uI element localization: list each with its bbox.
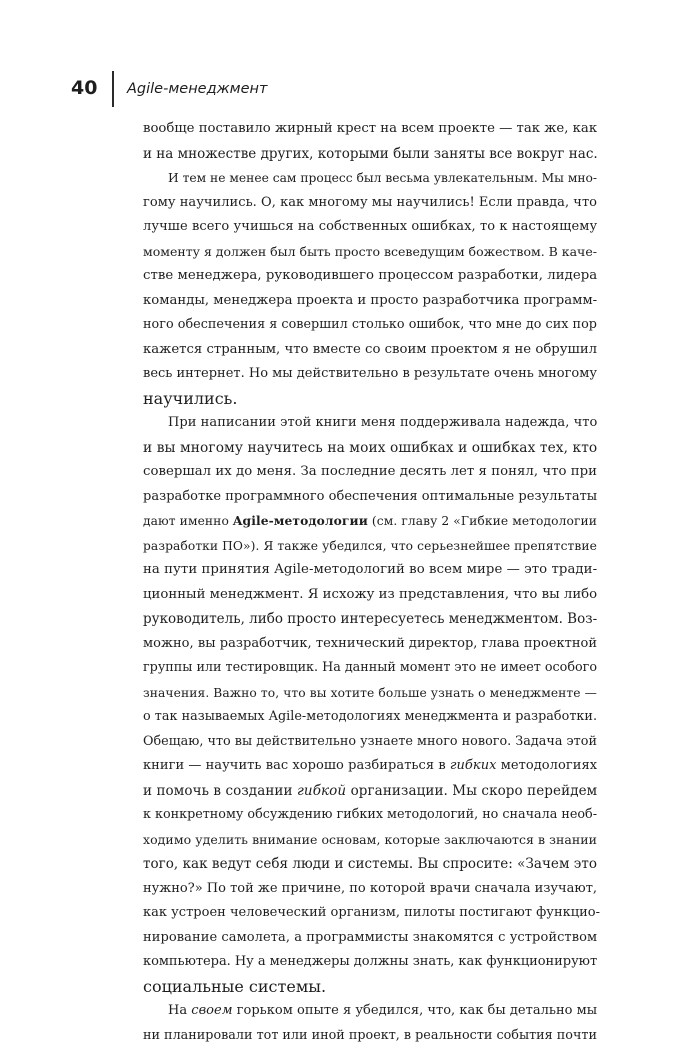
italic-term: гибкой — [297, 783, 346, 799]
text-run: методологиях — [497, 758, 598, 773]
text-line: стве менеджера, руководившего процессом разработки, лидера — [143, 264, 600, 289]
text-line: того, как ведут себя люди и системы. Вы спросите: «Зачем это — [143, 852, 600, 877]
text-line: При написании этой книги меня поддерживала надежда, что — [143, 411, 600, 436]
running-title: Agile-менеджмент — [127, 80, 267, 98]
text-line — [143, 754, 600, 779]
text-line: и вы многому научитесь на моих ошибках и ошибках тех, кто — [143, 436, 600, 461]
text-line: команды, менеджера проекта и просто разработчика программ- — [143, 289, 600, 314]
text-line: весь интернет. Но мы действительно в результате очень многому — [143, 362, 600, 387]
text-line — [143, 779, 600, 804]
text-run: На — [168, 1003, 191, 1018]
italic-term: гибких — [450, 758, 497, 773]
text-run: дают именно — [143, 514, 233, 528]
text-line: кажется странным, что вместе со своим проектом я не обрушил — [143, 338, 600, 363]
text-line: ни планировали тот или иной проект, в реальности события почти — [143, 1024, 600, 1048]
body-text — [143, 117, 600, 1048]
text-line: группы или тестировщик. На данный момент это не имеет особого — [143, 656, 600, 681]
text-line: нужно?» По той же причине, по которой врачи сначала изучают, — [143, 877, 600, 902]
text-line: разработки ПО»). Я также убедился, что серьезнейшее препятствие — [143, 534, 600, 559]
page-number: 40 — [71, 77, 97, 99]
text-run: (см. главу 2 «Гибкие методологии — [368, 514, 597, 528]
text-line: и на множестве других, которыми были заняты все вокруг нас. — [143, 142, 600, 167]
text-line: ционный менеджмент. Я исхожу из представления, что вы либо — [143, 583, 600, 608]
text-line: как устроен человеческий организм, пилоты постигают функцио- — [143, 901, 600, 926]
text-line — [143, 509, 600, 534]
text-line: ного обеспечения я совершил столько ошибок, что мне до сих пор — [143, 313, 600, 338]
text-line: И тем не менее сам процесс был весьма увлекательным. Мы мно- — [143, 166, 600, 191]
text-line: совершал их до меня. За последние десять лет я понял, что при — [143, 460, 600, 485]
italic-term: своем — [191, 1003, 232, 1018]
header-divider — [112, 71, 114, 107]
text-line: о так называемых Agile-методологиях менеджмента и разработки. — [143, 705, 600, 730]
text-line: руководитель, либо просто интересуетесь менеджментом. Воз- — [143, 607, 600, 632]
text-line: на пути принятия Agile-методологий во всем мире — это тради- — [143, 558, 600, 583]
text-line: моменту я должен был быть просто всеведущим божеством. В каче- — [143, 240, 600, 265]
bold-term: Agile-методологии — [233, 513, 368, 528]
text-line: можно, вы разработчик, технический директор, глава проектной — [143, 632, 600, 657]
text-line: к конкретному обсуждению гибких методологий, но сначала необ- — [143, 803, 600, 828]
text-line: значения. Важно то, что вы хотите больше узнать о менеджменте — — [143, 681, 600, 706]
text-run: и помочь в создании — [143, 783, 297, 799]
text-line: вообще поставило жирный крест на всем проекте — так же, как — [143, 117, 600, 142]
text-line: гому научились. О, как многому мы научились! Если правда, что — [143, 191, 600, 216]
text-run: горьком опыте я убедился, что, как бы детально мы — [233, 1003, 598, 1018]
text-line: нирование самолета, а программисты знакомятся с устройством — [143, 926, 600, 951]
text-line — [143, 999, 600, 1024]
text-line: разработке программного обеспечения оптимальные результаты — [143, 485, 600, 510]
text-line: Обещаю, что вы действительно узнаете много нового. Задача этой — [143, 730, 600, 755]
text-run: организации. Мы скоро перейдем — [346, 783, 597, 799]
text-line: компьютера. Ну а менеджеры должны знать, как функционируют — [143, 950, 600, 975]
text-run: книги — научить вас хорошо разбираться в — [143, 758, 450, 773]
text-line: ходимо уделить внимание основам, которые заключаются в знании — [143, 828, 600, 853]
text-line: лучше всего учишься на собственных ошибках, то к настоящему — [143, 215, 600, 240]
text-line: социальные системы. — [143, 975, 600, 1000]
running-head — [71, 71, 471, 107]
text-line: научились. — [143, 387, 600, 412]
